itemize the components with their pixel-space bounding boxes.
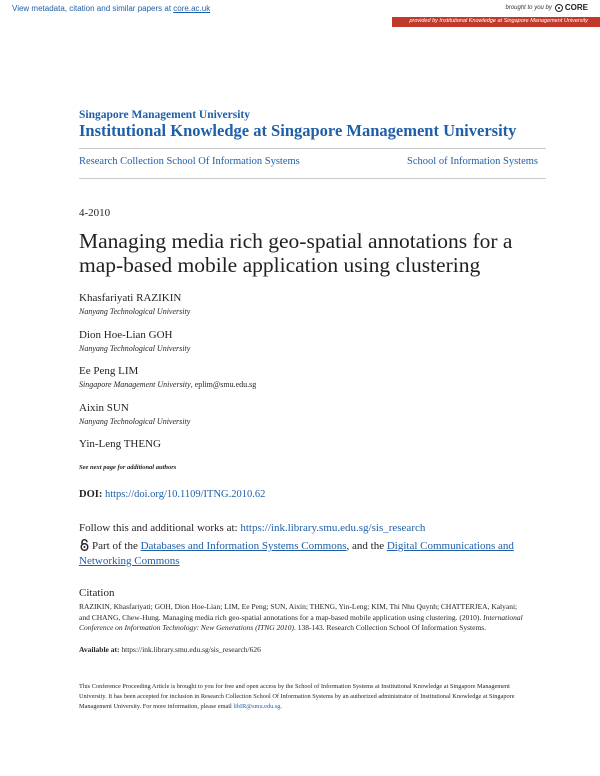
author-affiliation: Singapore Management University, eplim@smu.edu.sg: [79, 380, 257, 389]
author-name: Ee Peng LIM: [79, 365, 139, 377]
author-affiliation: Nanyang Technological University: [79, 307, 191, 316]
citation-venue: International Conference on Information Technology: New Generations (ITNG 2010): [79, 612, 523, 632]
citation-heading: Citation: [79, 587, 115, 599]
author-affiliation: Nanyang Technological University: [79, 344, 191, 353]
provided-by-band: [392, 17, 600, 27]
part-of-line: Part of the Databases and Information Systems Commons, and the Digital Communications and Networking Commons: [79, 540, 514, 567]
follow-link[interactable]: https://ink.library.smu.edu.sg/sis_research: [240, 522, 426, 534]
divider: [79, 148, 546, 149]
library-email-link[interactable]: libIR@smu.edu.sg: [233, 703, 281, 710]
available-at: Available at: https://ink.library.smu.edu.sg/sis_research/626: [79, 645, 261, 654]
collection-link[interactable]: Research Collection School Of Information Systems: [79, 156, 300, 167]
core-metadata-link[interactable]: View metadata, citation and similar papers at core.ac.uk: [12, 4, 211, 13]
divider: [79, 178, 546, 179]
author-affiliation: Nanyang Technological University: [79, 417, 191, 426]
paper-date: 4-2010: [79, 207, 111, 219]
doi-link[interactable]: https://doi.org/10.1109/ITNG.2010.62: [104, 489, 266, 500]
author-name: Khasfariyati RAZIKIN: [79, 292, 182, 304]
paper-title: Managing media rich geo-spatial annotations for a map-based mobile application using clustering: [79, 229, 513, 277]
networking-commons-link[interactable]: Digital Communications and Networking Commons: [79, 540, 514, 567]
follow-line: Follow this and additional works at: https://ink.library.smu.edu.sg/sis_research: [79, 522, 426, 534]
school-link[interactable]: School of Information Systems: [407, 156, 538, 167]
author-name: Dion Hoe-Lian GOH: [79, 329, 173, 341]
author-name: Aixin SUN: [79, 402, 129, 414]
see-next-page-note: See next page for additional authors: [79, 464, 177, 471]
doi-line: DOI: https://doi.org/10.1109/ITNG.2010.62: [79, 489, 266, 500]
university-name[interactable]: Singapore Management University: [79, 109, 251, 121]
core-logo[interactable]: CORE: [555, 3, 588, 12]
author-email: , eplim@smu.edu.sg: [190, 380, 257, 389]
available-link[interactable]: https://ink.library.smu.edu.sg/sis_research/626: [119, 645, 261, 654]
provided-by-text: provided by Institutional Knowledge at Singapore Management University: [409, 18, 588, 24]
core-logo-icon: [555, 4, 563, 12]
citation-text: RAZIKIN, Khasfariyati; GOH, Dion Hoe-Lian; LIM, Ee Peng; SUN, Aixin; THENG, Yin-Leng; KIM, Thi Nhu Quynh; CHATTERJEA, Kalyani; and CHANG, Chew-Hung. Managing media rich geo-spatial annotations for a map-based mobile application using clustering. (2010). International Conference on Information Technology: New Generations (ITNG 2010). 138-143. Research Collection School Of Information Systems.: [79, 602, 523, 632]
core-ac-uk-link[interactable]: core.ac.uk: [173, 4, 211, 13]
repository-name[interactable]: Institutional Knowledge at Singapore Management University: [79, 121, 517, 140]
author-name: Yin-Leng THENG: [79, 438, 161, 450]
open-access-icon: [79, 539, 90, 551]
footer-notice: This Conference Proceeding Article is brought to you for free and open access by the School of Information Systems at Institutional Knowledge at Singapore Management University. It has been accepted for inclusion in Research Collection School Of Information Systems by an authorized administrator of Institutional Knowledge at Singapore Management University. For more information, please email libIR@smu.edu.sg.: [79, 683, 515, 710]
databases-commons-link[interactable]: Databases and Information Systems Commons: [140, 540, 347, 552]
brought-by-core[interactable]: brought to you by CORE: [505, 3, 588, 12]
